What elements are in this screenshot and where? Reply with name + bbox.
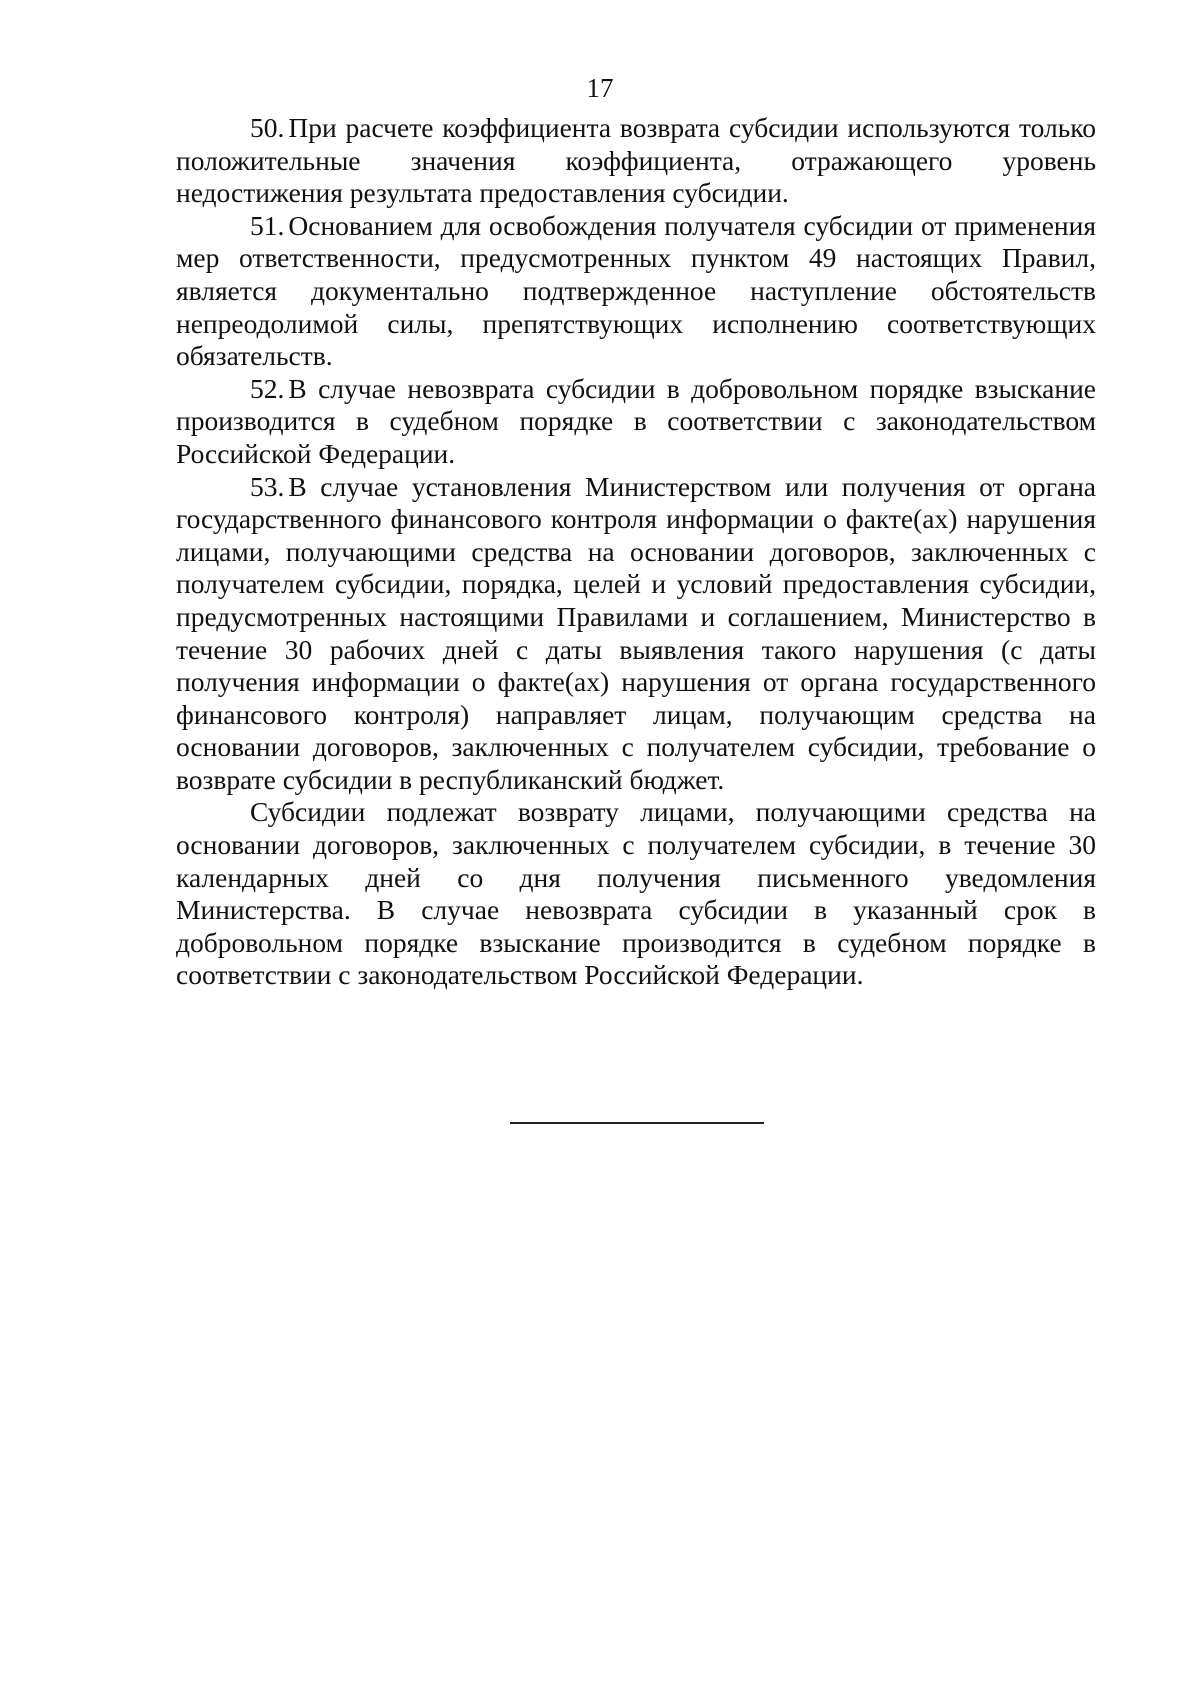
paragraph-50: [176, 112, 1096, 210]
paragraph-53: [176, 471, 1096, 797]
paragraph-text: Субсидии подлежат возврату лицами, получающими средства на основании договоров, заключенных с получателем субсидии, в течение 30 календарных дней со дня получения письменного уведомления Министерства. В случае невозврата субсидии в указанный срок в добровольном порядке взыскание производится в судебном порядке в соответствии с законодательством Российской Федерации.: [176, 796, 1096, 991]
paragraph-text: В случае установления Министерством или получения от органа государственного финансового контроля информации о факте(ах) нарушения лицами, получающими средства на основании договоров, заключенных с получателем субсидии, порядка, целей и условий предоставления субсидии, предусмотренных настоящими Правилами и соглашением, Министерство в течение 30 рабочих дней с даты выявления такого нарушения (с даты получения информации о факте(ах) нарушения от органа государственного финансового контроля) направляет лицам, получающим средства на основании договоров, заключенных с получателем субсидии, требование о возврате субсидии в республиканский бюджет.: [176, 470, 1096, 795]
paragraph-text: В случае невозврата субсидии в добровольном порядке взыскание производится в судебном порядке в соответствии с законодательством Российской Федерации.: [176, 372, 1096, 469]
paragraph-number: 52.: [250, 372, 285, 404]
paragraph-text: При расчете коэффициента возврата субсидии используются только положительные значения коэффициента, отражающего уровень недостижения результата предоставления субсидии.: [176, 112, 1096, 209]
paragraph-51: [176, 210, 1096, 373]
end-of-document-rule: [510, 1122, 764, 1124]
page-number: 17: [586, 73, 614, 103]
paragraph-number: 50.: [250, 112, 285, 143]
paragraph-text: Основанием для освобождения получателя субсидии от применения мер ответственности, предусмотренных пунктом 49 настоящих Правил, является документально подтвержденное наступление обстоятельств непреодолимой силы, препятствующих исполнению соответствующих обязательств.: [176, 209, 1096, 372]
paragraph-subsidy-return: [176, 796, 1096, 992]
paragraph-number: 51.: [250, 209, 285, 241]
document-body: [176, 112, 1096, 992]
paragraph-number: 53.: [250, 470, 285, 502]
paragraph-52: [176, 373, 1096, 471]
